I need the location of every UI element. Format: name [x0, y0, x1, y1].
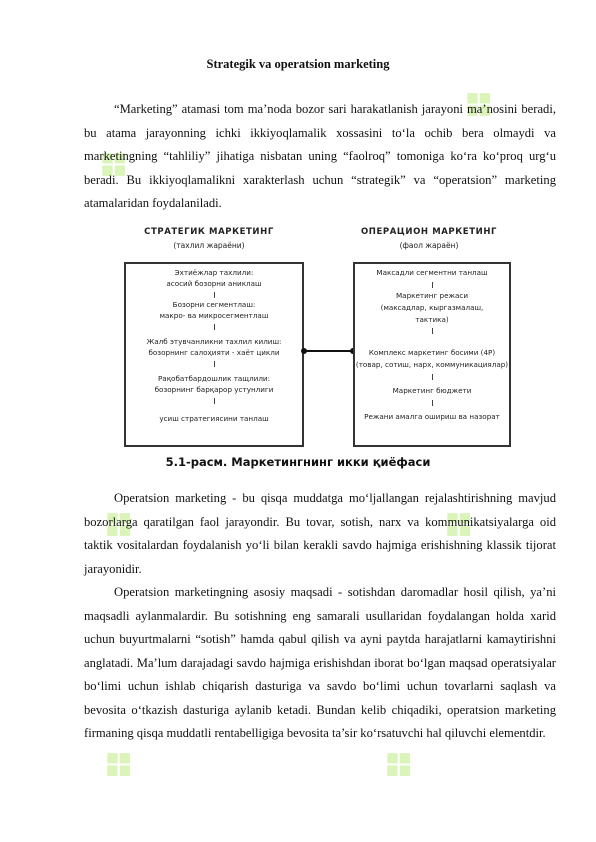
right-subheading: (фаол жараён): [399, 241, 459, 250]
right-item: (товар, сотиш, нарх, коммуникациялар): [355, 360, 509, 369]
strategic-box: [124, 262, 304, 447]
figure-caption: 5.1-расм. Маркетингнинг икки қиёфаси: [165, 455, 431, 469]
left-item: усиш стратегиясини танлаш: [159, 414, 269, 423]
left-heading: СТРАТЕГИК МАРКЕТИНГ: [144, 227, 274, 237]
right-item: Маркетинг режаси: [395, 291, 469, 300]
left-subheading: (тахлил жараёни): [173, 241, 245, 250]
left-item: Бозорни сегментлаш:: [172, 300, 256, 309]
flow-tick: [214, 398, 215, 404]
flow-tick: [432, 374, 433, 380]
right-item: Максадли сегментни танлаш: [376, 268, 488, 277]
right-item: тактика): [415, 315, 449, 324]
paragraph-operational-definition: Operatsion marketing - bu qisqa muddatga mo‘ljallangan rejalashtirishning mavjud bozorlarga qaratilgan faol jarayondir. Bu tovar, sotish, narx va kommunikatsiyalarga oid taktik vositalardan foydalanish yo‘li bilan kerakli savdo hajmiga erishishning klassik tijorat jarayonidir.: [84, 491, 556, 576]
left-item: асосий бозорни аниклаш: [166, 279, 262, 288]
flow-tick: [214, 324, 215, 330]
flow-tick: [432, 282, 433, 288]
page-title: Strategik va operatsion marketing: [206, 57, 390, 71]
right-item: Маркетинг бюджети: [392, 386, 472, 395]
right-item: (максадлар, кыргазмалаш,: [380, 303, 484, 312]
left-item: бозорнинг барқарор устунлиги: [154, 385, 274, 394]
right-heading: ОПЕРАЦИОН МАРКЕТИНГ: [360, 227, 498, 237]
left-item: Рақобатбардошлик тащлили:: [157, 374, 271, 383]
watermark-mark: ❖: [427, 493, 492, 558]
connector-dot: [301, 348, 307, 354]
flow-tick: [432, 328, 433, 334]
flow-tick: [432, 400, 433, 406]
right-item: Комплекс маркетинг босими (4P): [368, 348, 496, 357]
diagram-connector: [304, 350, 353, 352]
marketing-diagram: [124, 225, 511, 450]
watermark-mark: ❖: [367, 733, 432, 798]
watermark-mark: ❖: [82, 133, 147, 198]
paragraph-intro: “Marketing” atamasi tom ma’noda bozor sari harakatlanish jarayoni ma’nosini beradi, bu atama jarayonning ichki ikkiyoqlamalik xossasini to‘la ochib bera olmaydi va marketingning “tahliliy” jihatiga nisbatan uning “faolroq” tomoniga ko‘ra ko‘proq urg‘u beradi. Bu ikkiyoqlamalikni xarakterlash uchun “strategik” va “operatsion” marketing atamalaridan foydalaniladi.: [84, 102, 556, 210]
flow-tick: [214, 292, 215, 298]
flow-tick: [214, 361, 215, 367]
right-item: Режани амалга ошириш ва назорат: [364, 412, 500, 421]
watermark-mark: ❖: [447, 73, 512, 138]
watermark-mark: ❖: [87, 493, 152, 558]
paragraph-operational-goal: Operatsion marketingning asosiy maqsadi - sotishdan daromadlar hosil qilish, ya’ni maqsadli aylanmalardir. Bu sotishning eng samarali usullaridan foydalangan holda xarid uchun buyurtmalarni “sotish” hamda qabul qilish va ayni paytda harajatlarni kamaytirishni anglatadi. Ma’lum darajadagi savdo hajmiga erishishdan iborat bo‘lgan maqsad operatsiyalar bo‘limi uchun ishlab chiqarish dasturiga va savdo bo‘limi uchun tovarlarni saqlash va bevosita o‘tkazish dasturiga aylanib ketadi. Bundan kelib chiqadiki, operatsion marketing firmaning qisqa muddatli rentabelligiga bevosita ta’sir ko‘rsatuvchi hal qiluvchi elementdir.: [84, 585, 556, 740]
watermark-mark: ❖: [87, 733, 152, 798]
left-item: Эхтиёжлар тахлили:: [174, 268, 254, 277]
left-item: макро- ва микросегментлаш: [159, 311, 269, 320]
left-item: Жалб этувчанликни тахлил килиш:: [146, 337, 282, 346]
operational-box: [353, 262, 511, 447]
left-item: бозорнинг салоҳияти - хаёт цикли: [148, 348, 280, 357]
